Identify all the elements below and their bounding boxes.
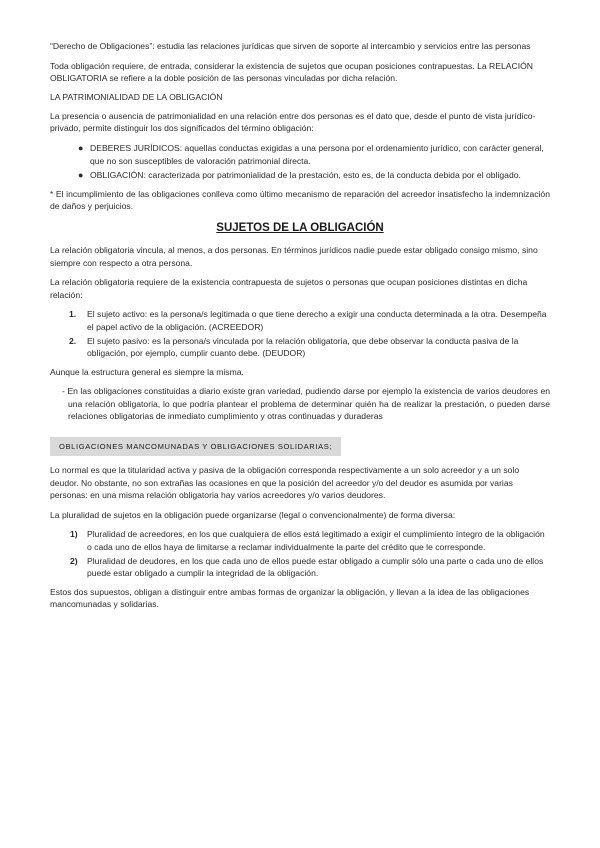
sujetos-paragraph-2: La relación obligatoria requiere de la existencia contrapuesta de sujetos o personas que ocupan posiciones distintas en dicha relación:: [50, 277, 528, 300]
sujetos-paragraph-1: La relación obligatoria vincula, al menos, a dos personas. En términos jurídicos nadie puede estar obligado consigo mismo, sino siempre con respecto a otra persona.: [50, 244, 538, 268]
sujetos-section-title: SUJETOS DE LA OBLIGACIÓN: [216, 221, 384, 234]
bullet-item: ● OBLIGACIÓN: caracterizada por patrimonialidad de la prestación, esto es, de la conducta debida por el obligado.: [78, 170, 521, 181]
mancomunadas-paragraph-3: Estos dos supuestos, obligan a distinguir entre ambas formas de organizar la obligación, y llevan a la idea de las obligaciones mancomunadas y solidarias.: [50, 586, 530, 610]
intro-paragraph-2: Toda obligación requiere, de entrada, considerar la existencia de sujetos que ocupan posiciones contrapuestas. La RELACIÓN OBLIGATORIA se refiere a la doble posición de las personas vinculadas por dicha relación.: [50, 60, 533, 84]
list-item: 1) Pluralidad de acreedores, en los que cualquiera de ellos está legitimado a exigir el cumplimiento íntegro de la obligación o cada uno de ellos haya de limitarse a reclamar individualmente la parte del crédito que le corresponde.: [70, 529, 545, 553]
sujetos-numbered-list: [50, 308, 550, 359]
patrimonialidad-note: * El incumplimiento de las obligaciones conlleva como último mecanismo de reparación del acreedor insatisfecho la indemnización de daños y perjuicios.: [50, 188, 550, 212]
patrimonialidad-heading: LA PATRIMONIALIDAD DE LA OBLIGACIÓN: [50, 91, 223, 102]
patrimonialidad-paragraph: La presencia o ausencia de patrimonialidad en una relación entre dos personas es el dato que, desde el punto de vista jurídico-privado, permite distinguir los dos significados del término obligación:: [50, 110, 536, 134]
list-item: 2. El sujeto pasivo: es la persona/s vinculada por la relación obligatoria, que debe observar la conducta pasiva de la obligación, por ejemplo, cumplir cuanto debe. (DEUDOR): [69, 335, 519, 359]
patrimonialidad-bullet-list: [50, 142, 550, 182]
list-item: 2) Pluralidad de deudores, en los que cada uno de ellos puede estar obligado a cumplir sólo una parte o cada uno de ellos puede estar obligado a cumplir la integridad de la obligación.: [70, 555, 544, 579]
sujetos-dash-paragraph: - En las obligaciones constituidas a diario existe gran variedad, pudiendo darse por ejemplo la existencia de varios deudores en una relación obligatoria, lo que podría plantear el problema de determinar quién ha de realizar la prestación, o pueden darse relaciones obligatorias de inmediato cumplimiento y otras continuadas y duraderas: [62, 386, 550, 422]
mancomunadas-paragraph-1: Lo normal es que la titularidad activa y pasiva de la obligación corresponda respectivamente a un solo acreedor y a un solo deudor. No obstante, no son extrañas las ocasiones en que la posición del acreedor y/o del deudor es asumida por varias personas: en una misma relación obligatoria hay varios acreedores y/o varios deudores.: [50, 465, 520, 501]
mancomunadas-numbered-list: [50, 528, 550, 579]
bullet-item: ● DEBERES JURÍDICOS: aquellas conductas exigidas a una persona por el ordenamiento jurídico, con carácter general, que no son susceptibles de valoración patrimonial directa.: [78, 142, 544, 166]
intro-paragraph-1: “Derecho de Obligaciones”: estudia las relaciones jurídicas que sirven de soporte al intercambio y servicios entre las personas: [50, 41, 531, 51]
sujetos-paragraph-3: Aunque la estructura general es siempre la misma.: [50, 366, 244, 377]
mancomunadas-paragraph-2: La pluralidad de sujetos en la obligación puede organizarse (legal o convencionalmente) de forma diversa:: [50, 509, 456, 520]
bullet-icon: ●: [78, 170, 84, 181]
mancomunadas-heading: OBLIGACIONES MANCOMUNADAS Y OBLIGACIONES SOLIDARIAS;: [50, 437, 341, 456]
bullet-icon: ●: [78, 142, 84, 153]
list-item: 1. El sujeto activo: es la persona/s legitimada o que tiene derecho a exigir una conducta determinada a la otra. Desempeña el papel activo de la obligación. (ACREEDOR): [69, 309, 547, 332]
